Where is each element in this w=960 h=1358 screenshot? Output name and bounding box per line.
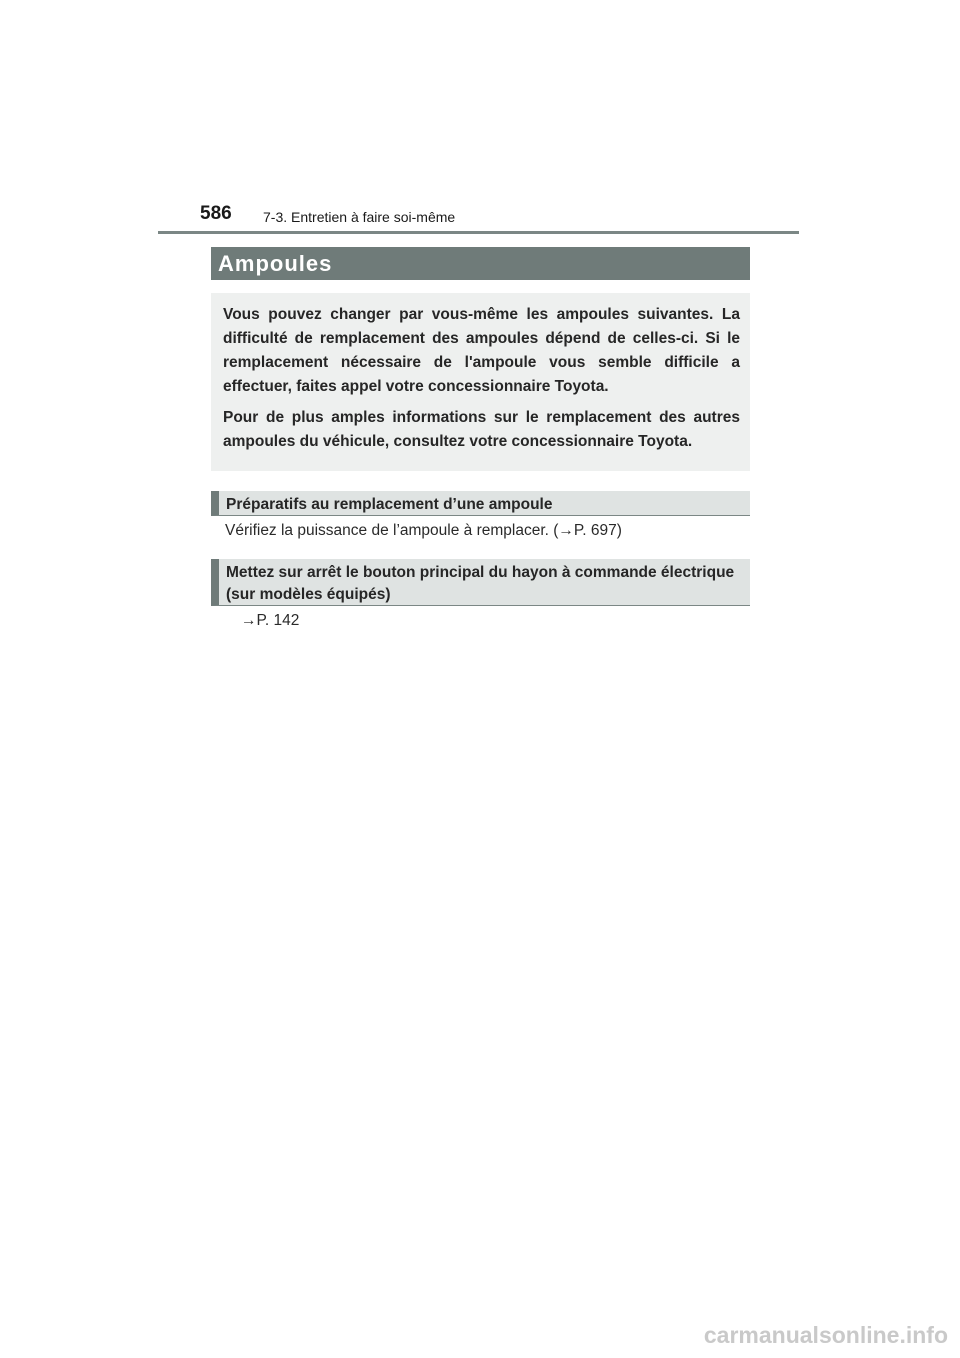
intro-paragraph-2: Pour de plus amples informations sur le remplacement des autres ampoules du véhicule, consultez votre concessionnaire Toyota. (223, 409, 740, 450)
page-number: 586 (200, 203, 232, 224)
subheading-tailgate-switch (211, 559, 750, 606)
intro-box (211, 293, 750, 471)
bulb-power-instruction: Vérifiez la puissance de l’ampoule à remplacer. (→P. 697) (225, 522, 622, 539)
section-title: Ampoules (218, 250, 333, 276)
chapter-title: 7-3. Entretien à faire soi-même (263, 209, 456, 225)
page-reference: →P. 142 (241, 612, 300, 629)
subheading-tailgate-switch-label: Mettez sur arrêt le bouton principal du hayon à commande électrique (sur modèles équipés) (226, 564, 735, 603)
subheading-bulb-preparation-label: Préparatifs au remplacement d’une ampoule (226, 496, 553, 513)
section-banner (211, 247, 750, 280)
watermark: carmanualsonline.info (703, 1322, 948, 1348)
header-rule (158, 231, 799, 234)
subheading-bulb-preparation (211, 491, 750, 516)
intro-paragraph-1: Vous pouvez changer par vous-même les ampoules suivantes. La difficulté de remplacement des ampoules dépend de celles-ci. Si le remplacement nécessaire de l'ampoule vous semble difficile a effectuer, faites appel votre concessionnaire Toyota. (223, 306, 740, 395)
